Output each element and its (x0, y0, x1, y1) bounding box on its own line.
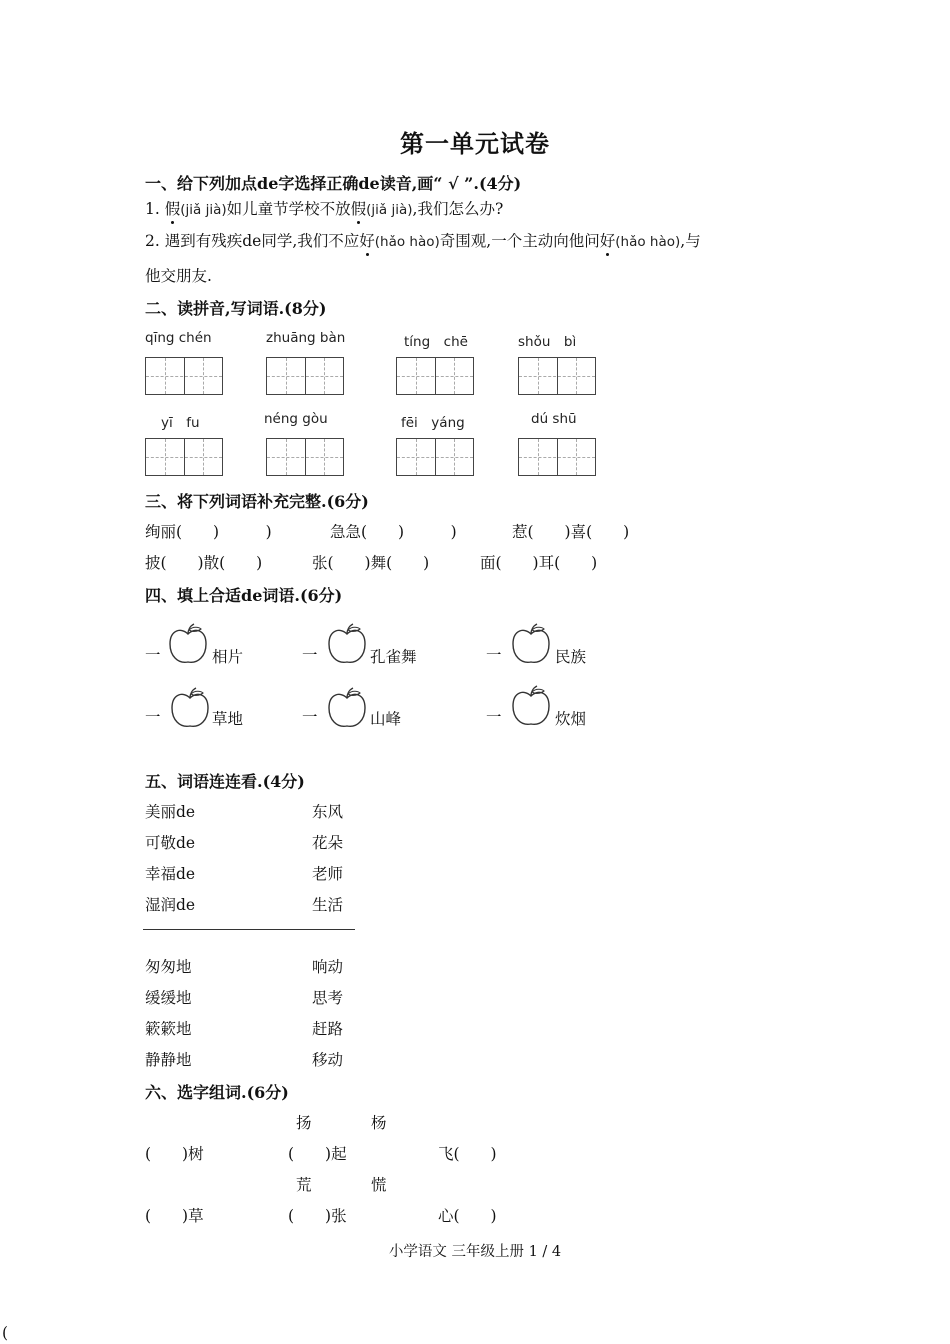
question-text: ,我们怎么办? (412, 200, 504, 218)
dotted-char: 假 (350, 200, 367, 218)
dotted-char: 好 (599, 232, 616, 250)
pinyin-label: zhuāng bàn (266, 330, 346, 346)
writing-box[interactable] (396, 357, 474, 395)
corner-mark: ( (2, 1324, 9, 1342)
section-5-heading: 五、词语连连看.(4分) (145, 772, 305, 791)
choice-char: 扬 (296, 1114, 312, 1132)
match-right-item[interactable]: 花朵 (312, 834, 344, 852)
section-1-heading: 一、给下列加点de字选择正确de读音,画“ √ ”.(4分) (145, 174, 522, 193)
word-blank: 心( ) (438, 1207, 497, 1225)
apple-blank-icon[interactable] (510, 622, 552, 666)
question-1-1 (145, 197, 503, 219)
pinyin-label: qīng chén (145, 330, 212, 346)
writing-box[interactable] (396, 438, 474, 476)
question-1-2-line2: 他交朋友. (145, 267, 212, 285)
apple-blank-icon[interactable] (169, 686, 211, 730)
measure-prefix: 一 (145, 708, 161, 726)
pinyin-label: tíng chē (404, 334, 468, 350)
match-right-item[interactable]: 响动 (312, 958, 344, 976)
pinyin-label: yī fu (161, 415, 200, 431)
question-1-2 (145, 229, 701, 251)
measure-prefix: 一 (302, 708, 318, 726)
writing-box[interactable] (518, 357, 596, 395)
fill-item: 披( )散( ) (145, 554, 263, 572)
pinyin-label: dú shū (531, 411, 577, 427)
section-4-heading: 四、填上合适de词语.(6分) (145, 586, 343, 605)
pinyin-options: (jiǎ jià) (180, 202, 227, 218)
word-blank: ( )草 (145, 1207, 204, 1225)
match-left-item[interactable]: 静静地 (145, 1051, 192, 1069)
match-right-item[interactable]: 东风 (312, 803, 344, 821)
match-right-item[interactable]: 生活 (312, 896, 344, 914)
q-number: 1. (145, 200, 160, 218)
word-blank: 飞( ) (438, 1145, 497, 1163)
match-left-item[interactable]: 簌簌地 (145, 1020, 192, 1038)
dotted-char: 假 (164, 200, 181, 218)
question-text: 如儿童节学校不放 (226, 200, 351, 218)
fill-item: 张( )舞( ) (312, 554, 430, 572)
dotted-char: 好 (359, 232, 375, 250)
section-6-heading: 六、选字组词.(6分) (145, 1083, 289, 1102)
choice-char: 慌 (371, 1176, 387, 1194)
measure-prefix: 一 (145, 646, 161, 664)
choice-char: 杨 (371, 1114, 387, 1132)
measure-prefix: 一 (486, 708, 502, 726)
match-left-item[interactable]: 匆匆地 (145, 958, 192, 976)
word-blank: ( )树 (145, 1145, 204, 1163)
match-right-item[interactable]: 思考 (312, 989, 344, 1007)
measure-word: 相片 (212, 648, 244, 666)
match-left-item[interactable]: 缓缓地 (145, 989, 192, 1007)
pinyin-options: (hǎo hào) (615, 234, 681, 250)
writing-box[interactable] (145, 357, 223, 395)
match-right-item[interactable]: 赶路 (312, 1020, 344, 1038)
measure-word: 草地 (212, 710, 244, 728)
match-right-item[interactable]: 老师 (312, 865, 344, 883)
match-left-item[interactable]: 可敬de (145, 834, 196, 852)
match-left-item[interactable]: 幸福de (145, 865, 196, 883)
fill-item: 急急( ) ) (330, 523, 457, 541)
measure-word: 民族 (555, 648, 587, 666)
apple-blank-icon[interactable] (510, 684, 552, 728)
choice-char: 荒 (296, 1176, 312, 1194)
measure-prefix: 一 (302, 646, 318, 664)
match-right-item[interactable]: 移动 (312, 1051, 344, 1069)
measure-prefix: 一 (486, 646, 502, 664)
page-title: 第一单元试卷 (400, 129, 550, 158)
writing-box[interactable] (266, 438, 344, 476)
measure-word: 山峰 (370, 710, 402, 728)
pinyin-options: (hǎo hào) (374, 234, 440, 250)
pinyin-label: fēi yáng (401, 415, 465, 431)
section-2-heading: 二、读拼音,写词语.(8分) (145, 299, 327, 318)
word-blank: ( )张 (288, 1207, 347, 1225)
pinyin-options: (jiǎ jià) (366, 202, 413, 218)
divider-line (143, 929, 355, 930)
match-left-item[interactable]: 美丽de (145, 803, 196, 821)
page-footer: 小学语文 三年级上册 1 / 4 (388, 1244, 562, 1260)
fill-item: 惹( )喜( ) (512, 523, 630, 541)
apple-blank-icon[interactable] (326, 686, 368, 730)
measure-word: 孔雀舞 (370, 648, 417, 666)
q-number: 2. (145, 232, 160, 250)
writing-box[interactable] (266, 357, 344, 395)
fill-item: 面( )耳( ) (480, 554, 598, 572)
writing-box[interactable] (145, 438, 223, 476)
writing-box[interactable] (518, 438, 596, 476)
apple-blank-icon[interactable] (326, 622, 368, 666)
pinyin-label: shǒu bì (518, 334, 577, 350)
word-blank: ( )起 (288, 1145, 347, 1163)
apple-blank-icon[interactable] (167, 622, 209, 666)
match-left-item[interactable]: 湿润de (145, 896, 196, 914)
question-text: 遇到有残疾de同学,我们不应 (164, 232, 360, 250)
measure-word: 炊烟 (555, 710, 587, 728)
fill-item: 绚丽( ) ) (145, 523, 272, 541)
question-text: 奇围观,一个主动向他问 (439, 232, 600, 250)
pinyin-label: néng gòu (264, 411, 328, 427)
section-3-heading: 三、将下列词语补充完整.(6分) (145, 492, 369, 511)
question-text: ,与 (680, 232, 701, 250)
